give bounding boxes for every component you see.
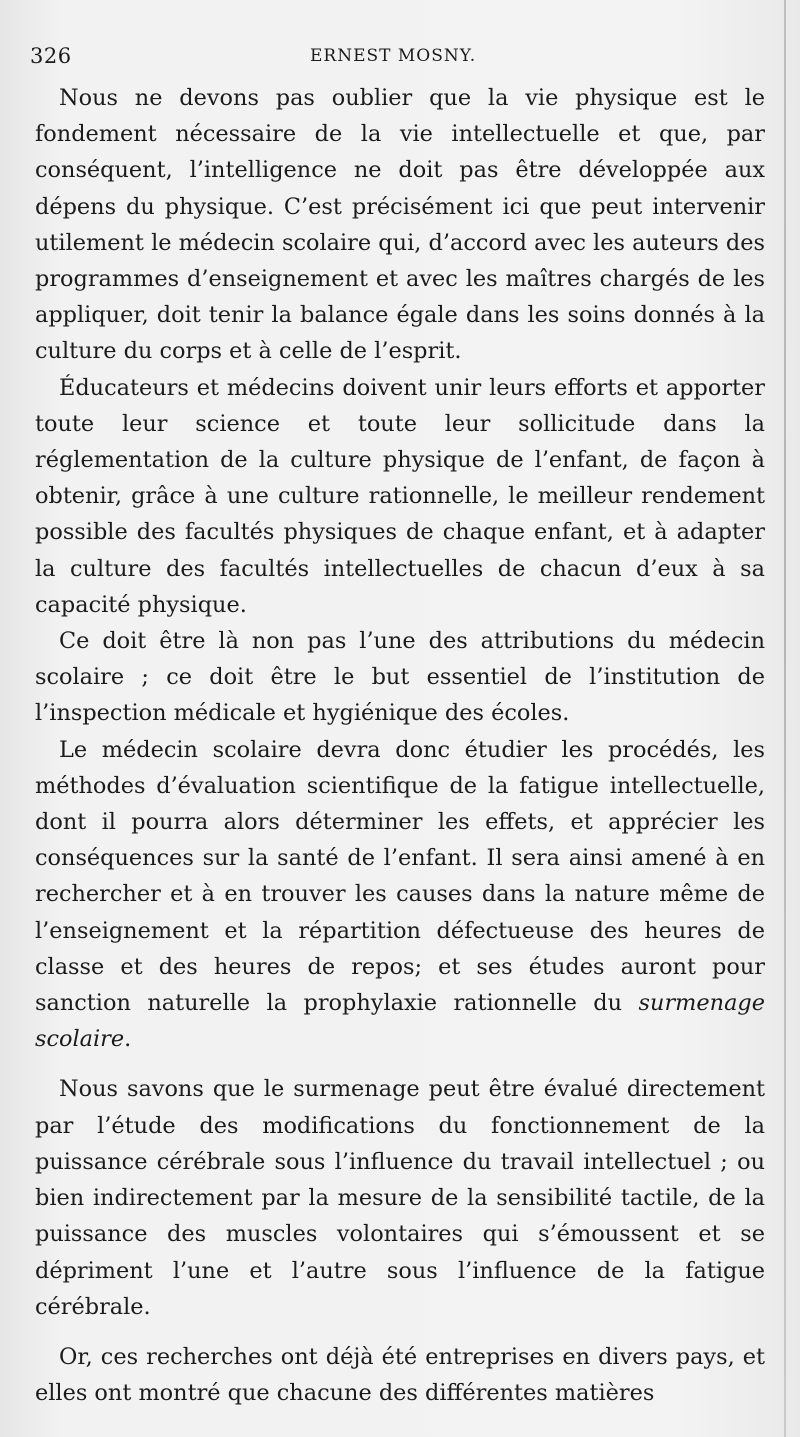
paragraph-1: Nous ne devons pas oublier que la vie physique est le fondement nécessaire de la vie intellectuelle et que, par conséquent, l’intelligence ne doit pas être développée aux dépens du physique. C’est précisément ici que peut intervenir utilement le médecin scolaire qui, d’accord avec les auteurs des programmes d’enseignement et avec les maîtres chargés de les appliquer, doit tenir la balance égale dans les soins donnés à la culture du corps et à celle de l’esprit. bbox=[35, 85, 765, 365]
paragraph-4-end: . bbox=[124, 1026, 132, 1053]
paragraph-6: Or, ces recherches ont déjà été entreprises en divers pays, et elles ont montré que chacune des différentes matières bbox=[35, 1343, 765, 1407]
page-number: 326 bbox=[30, 44, 72, 68]
paragraph-4 bbox=[35, 732, 765, 1058]
paragraph-2: Éducateurs et médecins doivent unir leurs efforts et apporter toute leur science et toute leur sollicitude dans la réglementation de la culture physique de l’enfant, de façon à obtenir, grâce à une culture rationnelle, le meilleur rendement possible des facultés physiques de chaque enfant, et à adapter la culture des facultés intellectuelles de chacun d’eux à sa capacité physique. bbox=[35, 374, 765, 618]
paragraph-4-text: Le médecin scolaire devra donc étudier les procédés, les méthodes d’évaluation scientifique de la fatigue intellectuelle, dont il pourra alors déterminer les effets, et apprécier les conséquences sur la santé de l’enfant. Il sera ainsi amené à en rechercher et à en trouver les causes dans la nature même de l’enseignement et la répartition défectueuse des heures de classe et des heures de repos; et ses études auront pour sanction naturelle la prophylaxie rationnelle du bbox=[35, 736, 765, 1017]
body-text bbox=[35, 80, 765, 1411]
paragraph-4-italic: surmenage scolaire bbox=[35, 990, 765, 1053]
page-header bbox=[30, 44, 760, 74]
page-edge-shadow bbox=[784, 0, 786, 1437]
paragraph-3: Ce doit être là non pas l’une des attributions du médecin scolaire ; ce doit être le but essentiel de l’institution de l’inspection médicale et hygiénique des écoles. bbox=[35, 628, 765, 727]
running-head: ERNEST MOSNY. bbox=[310, 46, 477, 66]
paragraph-5: Nous savons que le surmenage peut être évalué directement par l’étude des modifications du fonctionnement de la puissance cérébrale sous l’influence du travail intellectuel ; ou bien indirectement par la mesure de la sensibilité tactile, de la puissance des muscles volontaires qui s’émoussent et se dépriment l’une et l’autre sous l’influence de la fatigue cérébrale. bbox=[35, 1076, 765, 1320]
